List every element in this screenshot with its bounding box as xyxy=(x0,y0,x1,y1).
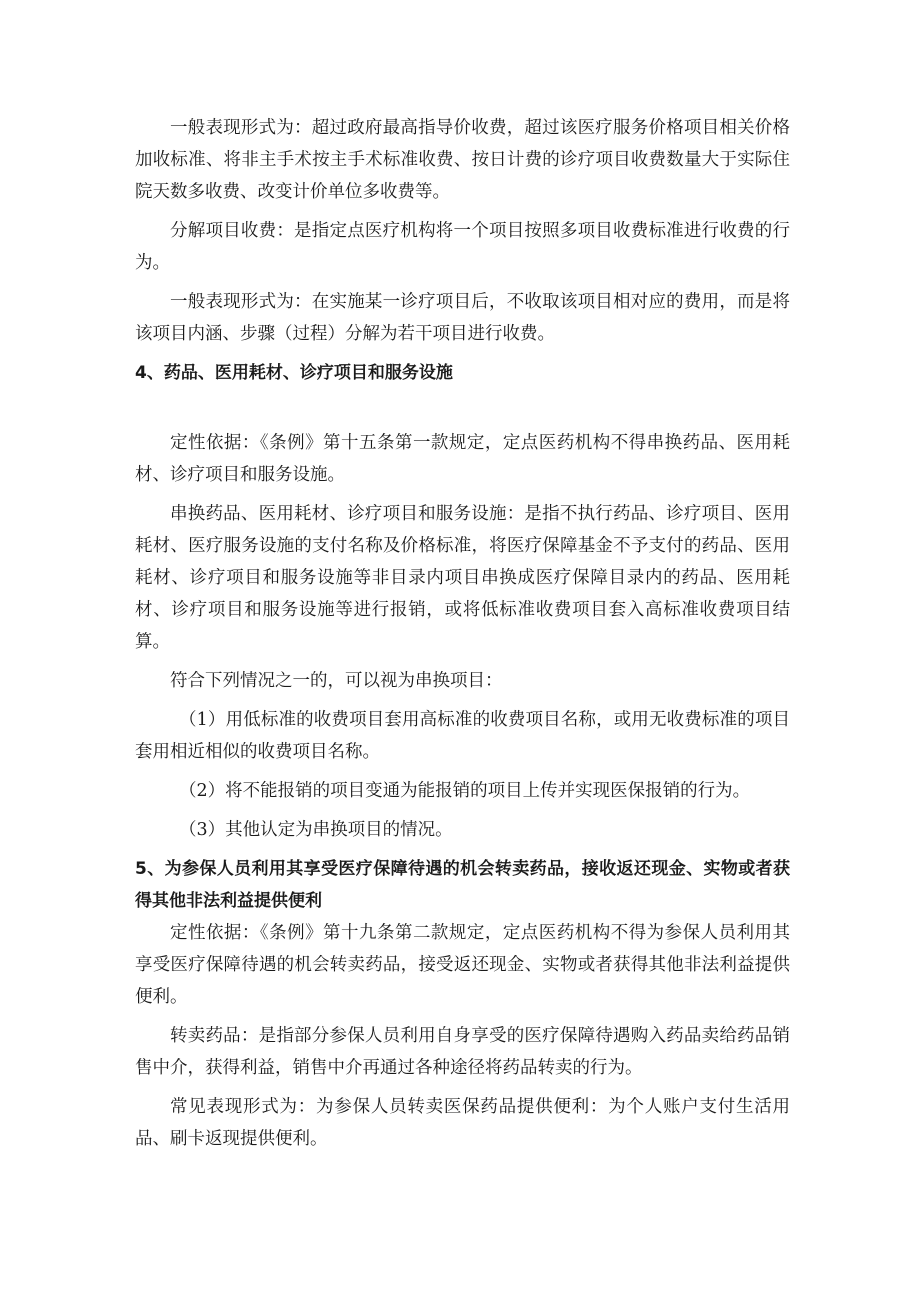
list-item-text: 用低标准的收费项目套用高标准的收费项目名称，或用无收费标准的项目套用相近相似的收费项目名称。 xyxy=(135,710,791,762)
section-heading-5: 5、为参保人员利用其享受医疗保障待遇的机会转卖药品，接收返还现金、实物或者获得其他非法利益提供便利 xyxy=(135,859,790,911)
paragraph-section4-definition: 串换药品、医用耗材、诊疗项目和服务设施：是指不执行药品、诊疗项目、医用耗材、医疗服务设施的支付名称及价格标准，将医疗保障基金不予支付的药品、医用耗材、诊疗项目和服务设施等非目录内项目串换成医疗保障目录内的药品、医用耗材、诊疗项目和服务设施等进行报销，或将低标准收费项目套入高标准收费项目结算。 xyxy=(135,504,790,652)
list-item-number: （2） xyxy=(179,781,226,801)
document-body xyxy=(135,112,790,1155)
list-item-text: 其他认定为串换项目的情况。 xyxy=(225,820,453,840)
paragraph-resale-forms: 常见表现形式为：为参保人员转卖医保药品提供便利：为个人账户支付生活用品、刷卡返现提供便利。 xyxy=(135,1097,790,1149)
list-item-3 xyxy=(135,814,790,846)
paragraph-section4-criteria-intro: 符合下列情况之一的，可以视为串换项目： xyxy=(170,671,503,691)
paragraph-overcharge-forms: 一般表现形式为：超过政府最高指导价收费，超过该医疗服务价格项目相关价格加收标准、将非主手术按主手术标准收费、按日计费的诊疗项目收费数量大于实际住院天数多收费、改变计价单位多收费等。 xyxy=(135,118,790,202)
list-item-1 xyxy=(135,704,790,768)
list-item-2 xyxy=(135,775,790,807)
paragraph-resale-definition: 转卖药品：是指部分参保人员利用自身享受的医疗保障待遇购入药品卖给药品销售中介，获得利益，销售中介再通过各种途径将药品转卖的行为。 xyxy=(135,1026,790,1078)
paragraph-split-charging-definition: 分解项目收费：是指定点医疗机构将一个项目按照多项目收费标准进行收费的行为。 xyxy=(135,221,790,273)
paragraph-section4-basis: 定性依据：《条例》第十五条第一款规定，定点医药机构不得串换药品、医用耗材、诊疗项目和服务设施。 xyxy=(135,433,790,485)
paragraph-section5-basis: 定性依据：《条例》第十九条第二款规定，定点医药机构不得为参保人员利用其享受医疗保障待遇的机会转卖药品，接受返还现金、实物或者获得其他非法利益提供便利。 xyxy=(135,923,790,1007)
list-item-text: 将不能报销的项目变通为能报销的项目上传并实现医保报销的行为。 xyxy=(225,781,751,801)
list-item-number: （3） xyxy=(179,820,226,840)
list-item-number: （1） xyxy=(179,710,226,730)
paragraph-split-charging-forms: 一般表现形式为：在实施某一诊疗项目后，不收取该项目相对应的费用，而是将该项目内涵、步骤（过程）分解为若干项目进行收费。 xyxy=(135,292,790,344)
section-heading-4: 4、药品、医用耗材、诊疗项目和服务设施 xyxy=(135,363,453,383)
